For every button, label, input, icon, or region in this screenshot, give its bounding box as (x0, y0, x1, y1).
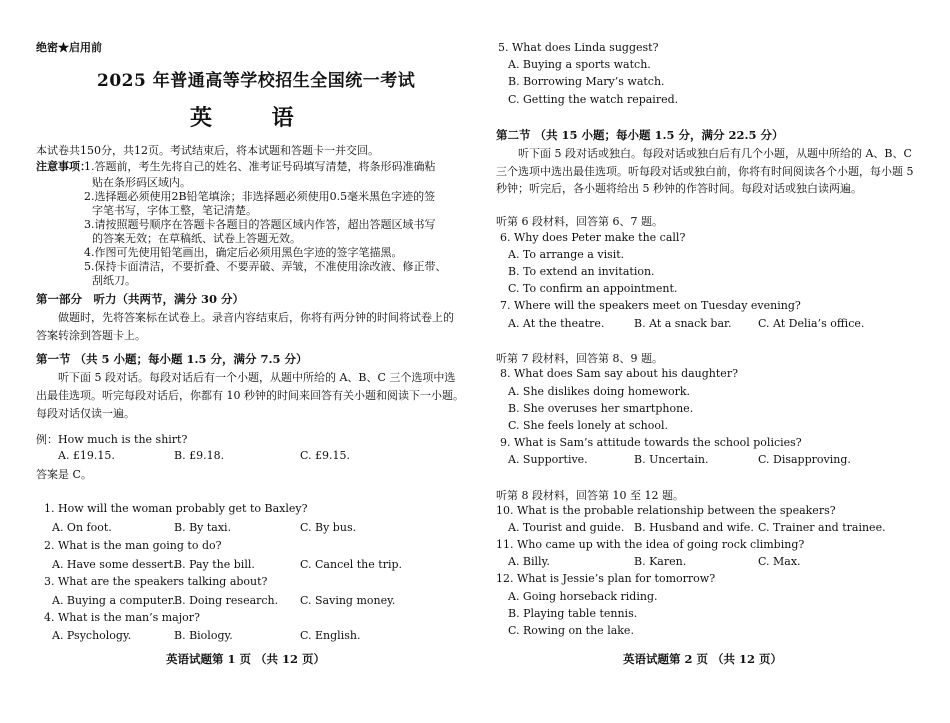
material-6-heading: 听第 6 段材料，回答第 6、7 题。 (496, 215, 663, 228)
q7-option-b: B. At a snack bar. (634, 317, 732, 330)
question-12: 12. What is Jessie’s plan for tomorrow? (496, 572, 716, 585)
q12-option-a: A. Going horseback riding. (508, 590, 658, 603)
q10-option-b: B. Husband and wife. (634, 521, 754, 534)
part1-desc-1: 做题时，先将答案标在试卷上。录音内容结束后，你将有两分钟的时间将试卷上的 (58, 311, 454, 324)
q3-option-c: C. Saving money. (300, 594, 396, 607)
question-11: 11. Who came up with the idea of going rock climbing? (496, 538, 805, 551)
q1-option-c: C. By bus. (300, 521, 357, 534)
question-2: 2. What is the man going to do? (44, 539, 222, 552)
question-9: 9. What is Sam’s attitude towards the school policies? (500, 436, 802, 449)
section2-desc-1: 听下面 5 段对话或独白。每段对话或独白后有几个小题，从题中所给的 A、B、C (518, 147, 912, 160)
page-2-footer: 英语试题第 2 页 （共 12 页） (623, 652, 783, 666)
example-answer: 答案是 C。 (36, 468, 92, 481)
material-8-heading: 听第 8 段材料，回答第 10 至 12 题。 (496, 489, 684, 502)
notice-line-3: 2.选择题必须使用2B铅笔填涂；非选择题必须使用0.5毫米黑色字迹的签 (84, 190, 436, 203)
question-4: 4. What is the man’s major? (44, 611, 200, 624)
q10-option-a: A. Tourist and guide. (508, 521, 625, 534)
q8-option-c: C. She feels lonely at school. (508, 419, 668, 432)
q2-option-a: A. Have some dessert. (52, 558, 177, 571)
q9-option-c: C. Disapproving. (758, 453, 851, 466)
example-line (36, 431, 187, 447)
q2-option-c: C. Cancel the trip. (300, 558, 403, 571)
question-1: 1. How will the woman probably get to Baxley? (44, 502, 308, 515)
notice-line-5: 3.请按照题号顺序在答题卡各题目的答题区域内作答，超出答题区域书写 (84, 218, 436, 231)
q8-option-b: B. She overuses her smartphone. (508, 402, 694, 415)
question-3: 3. What are the speakers talking about? (44, 575, 268, 588)
question-7: 7. Where will the speakers meet on Tuesday evening? (500, 299, 801, 312)
notice-line-8: 5.保持卡面清洁，不要折叠、不要弄破、弄皱，不准使用涂改液、修正带、 (84, 260, 447, 273)
notice-line-1: 1.答题前，考生先将自己的姓名、准考证号码填写清楚，将条形码准确粘 (84, 160, 436, 173)
example-label: 例： (36, 433, 58, 446)
notice-line-9: 刮纸刀。 (92, 274, 136, 287)
notice-label: 注意事项： (36, 160, 91, 173)
q9-option-b: B. Uncertain. (634, 453, 709, 466)
question-8: 8. What does Sam say about his daughter? (500, 367, 738, 380)
q2-option-b: B. Pay the bill. (174, 558, 255, 571)
notice-line-2: 贴在条形码区域内。 (92, 176, 191, 189)
intro-text: 本试卷共150分，共12页。考试结束后，将本试题和答题卡一并交回。 (36, 144, 379, 157)
material-7-heading: 听第 7 段材料，回答第 8、9 题。 (496, 352, 663, 365)
exam-title: 2025 年普通高等学校招生全国统一考试 (97, 71, 416, 91)
part1-heading: 第一部分 听力（共两节，满分 30 分） (36, 292, 245, 306)
notice-line-6: 的答案无效；在草稿纸、试卷上答题无效。 (92, 232, 301, 245)
section1-desc-3: 每段对话仅读一遍。 (36, 407, 135, 420)
confidential-label: 绝密★启用前 (36, 41, 102, 54)
q6-option-a: A. To arrange a visit. (508, 248, 625, 261)
q7-option-a: A. At the theatre. (508, 317, 605, 330)
q5-option-b: B. Borrowing Mary’s watch. (508, 75, 665, 88)
q6-option-b: B. To extend an invitation. (508, 265, 655, 278)
page-1-footer: 英语试题第 1 页 （共 12 页） (166, 652, 326, 666)
section1-desc-1: 听下面 5 段对话。每段对话后有一个小题，从题中所给的 A、B、C 三个选项中选 (58, 371, 456, 384)
subject-title: 英 语 (190, 105, 320, 131)
q3-option-a: A. Buying a computer. (52, 594, 176, 607)
part1-desc-2: 答案转涂到答题卡上。 (36, 329, 146, 342)
example-question: How much is the shirt? (58, 433, 188, 446)
section2-heading: 第二节 （共 15 小题；每小题 1.5 分，满分 22.5 分） (496, 128, 784, 142)
q9-option-a: A. Supportive. (508, 453, 588, 466)
q8-option-a: A. She dislikes doing homework. (508, 385, 691, 398)
q1-option-b: B. By taxi. (174, 521, 232, 534)
q7-option-c: C. At Delia’s office. (758, 317, 865, 330)
section1-desc-2: 出最佳选项。听完每段对话后，你都有 10 秒钟的时间来回答有关小题和阅读下一小题。 (36, 389, 464, 402)
q11-option-a: A. Billy. (508, 555, 550, 568)
q4-option-c: C. English. (300, 629, 361, 642)
notice-line-7: 4.作图可先使用铅笔画出，确定后必须用黑色字迹的签字笔描黑。 (84, 246, 403, 259)
q5-option-c: C. Getting the watch repaired. (508, 93, 679, 106)
q4-option-a: A. Psychology. (52, 629, 132, 642)
q3-option-b: B. Doing research. (174, 594, 279, 607)
question-6: 6. Why does Peter make the call? (500, 231, 686, 244)
q10-option-c: C. Trainer and trainee. (758, 521, 886, 534)
section2-desc-2: 三个选项中选出最佳选项。听每段对话或独白前，你将有时间阅读各个小题，每小题 5 (496, 165, 914, 178)
q11-option-c: C. Max. (758, 555, 801, 568)
example-option-b: B. £9.18. (174, 449, 225, 462)
q11-option-b: B. Karen. (634, 555, 687, 568)
q5-option-a: A. Buying a sports watch. (508, 58, 651, 71)
section1-heading: 第一节 （共 5 小题；每小题 1.5 分，满分 7.5 分） (36, 352, 308, 366)
notice-line-4: 字笔书写，字体工整，笔记清楚。 (92, 204, 257, 217)
section2-desc-3: 秒钟；听完后，各小题将给出 5 秒钟的作答时间。每段对话或独白读两遍。 (496, 182, 862, 195)
question-10: 10. What is the probable relationship between the speakers? (496, 504, 836, 517)
example-option-c: C. £9.15. (300, 449, 351, 462)
question-5: 5. What does Linda suggest? (498, 41, 659, 54)
q6-option-c: C. To confirm an appointment. (508, 282, 678, 295)
q12-option-c: C. Rowing on the lake. (508, 624, 634, 637)
example-option-a: A. £19.15. (58, 449, 115, 462)
q4-option-b: B. Biology. (174, 629, 233, 642)
q1-option-a: A. On foot. (52, 521, 112, 534)
q12-option-b: B. Playing table tennis. (508, 607, 638, 620)
